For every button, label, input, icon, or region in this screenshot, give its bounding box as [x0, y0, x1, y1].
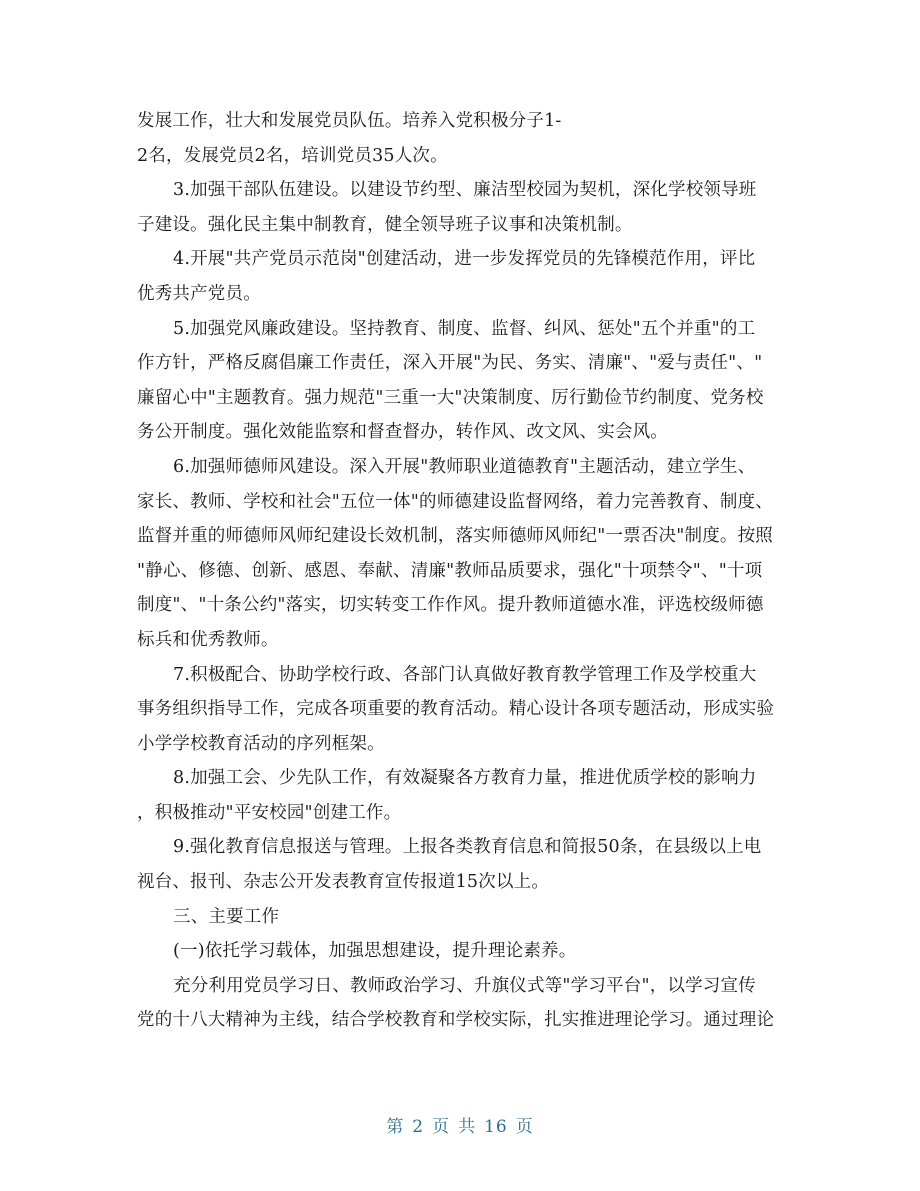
- text-line: 监督并重的师德师风师纪建设长效机制，落实师德师风师纪"一票否决"制度。按照: [137, 526, 773, 547]
- footer-total-label: 共: [458, 1117, 477, 1137]
- text-line: "静心、修德、创新、感恩、奉献、清廉"教师品质要求，强化"十项禁令"、"十项: [137, 560, 763, 581]
- footer-page-end-label: 页: [515, 1117, 534, 1137]
- text-line: 7.积极配合、协助学校行政、各部门认真做好教育教学管理工作及学校重大: [173, 664, 757, 685]
- text-line: 事务组织指导工作，完成各项重要的教育活动。精心设计各项专题活动，形成实验: [137, 699, 775, 720]
- text-line: 党的十八大精神为主线，结合学校教育和学校实际，扎实推进理论学习。通过理论: [137, 1010, 775, 1031]
- footer-prefix: 第: [386, 1117, 405, 1137]
- text-line: 务公开制度。强化效能监察和督查督办，转作风、改文风、实会风。: [137, 422, 668, 443]
- text-line: 充分利用党员学习日、教师政治学习、升旗仪式等"学习平台"，以学习宣传: [173, 975, 756, 996]
- text-line: (一)依托学习载体，加强思想建设，提升理论素养。: [173, 941, 577, 962]
- text-line: 家长、教师、学校和社会"五位一体"的师德建设监督网络，着力完善教育、制度、: [137, 491, 773, 512]
- footer-page-label: 页: [432, 1117, 451, 1137]
- page-footer: [0, 1112, 920, 1137]
- text-line: 3.加强干部队伍建设。以建设节约型、廉洁型校园为契机，深化学校领导班: [173, 180, 757, 201]
- text-line: 作方针，严格反腐倡廉工作责任，深入开展"为民、务实、清廉"、"爱与责任"、": [137, 353, 763, 374]
- text-line: 6.加强师德师风建设。深入开展"教师职业道德教育"主题活动，建立学生、: [173, 456, 756, 477]
- text-line: 三、主要工作: [173, 906, 280, 927]
- text-line: 发展工作，壮大和发展党员队伍。培养入党积极分子1-: [137, 111, 562, 131]
- text-line: 8.加强工会、少先队工作，有效凝聚各方教育力量，推进优质学校的影响力: [173, 768, 757, 789]
- total-pages-number: 16: [484, 1117, 508, 1137]
- text-line: 子建设。强化民主集中制教育，健全领导班子议事和决策机制。: [137, 214, 633, 235]
- text-line: ，积极推动"平安校园"创建工作。: [137, 802, 402, 823]
- text-line: 小学学校教育活动的序列框架。: [137, 733, 385, 754]
- text-line: 4.开展"共产党员示范岗"创建活动，进一步发挥党员的先锋模范作用，评比: [173, 249, 756, 270]
- text-line: 标兵和优秀教师。: [137, 629, 279, 650]
- document-body: [137, 104, 792, 1038]
- text-line: 2名，发展党员2名，培训党员35人次。: [137, 145, 448, 166]
- text-line: 廉留心中"主题教育。强力规范"三重一大"决策制度、厉行勤俭节约制度、党务校: [137, 387, 764, 408]
- text-line: 制度"、"十条公约"落实，切实转变工作作风。提升教师道德水准，评选校级师德: [137, 595, 764, 616]
- text-line: 优秀共产党员。: [137, 283, 261, 304]
- text-line: 9.强化教育信息报送与管理。上报各类教育信息和简报50条，在县级以上电: [173, 837, 762, 858]
- text-line: 视台、报刊、杂志公开发表教育宣传报道15次以上。: [137, 872, 550, 893]
- text-line: 5.加强党风廉政建设。坚持教育、制度、监督、纠风、惩处"五个并重"的工: [173, 318, 756, 339]
- current-page-number: 2: [412, 1117, 425, 1137]
